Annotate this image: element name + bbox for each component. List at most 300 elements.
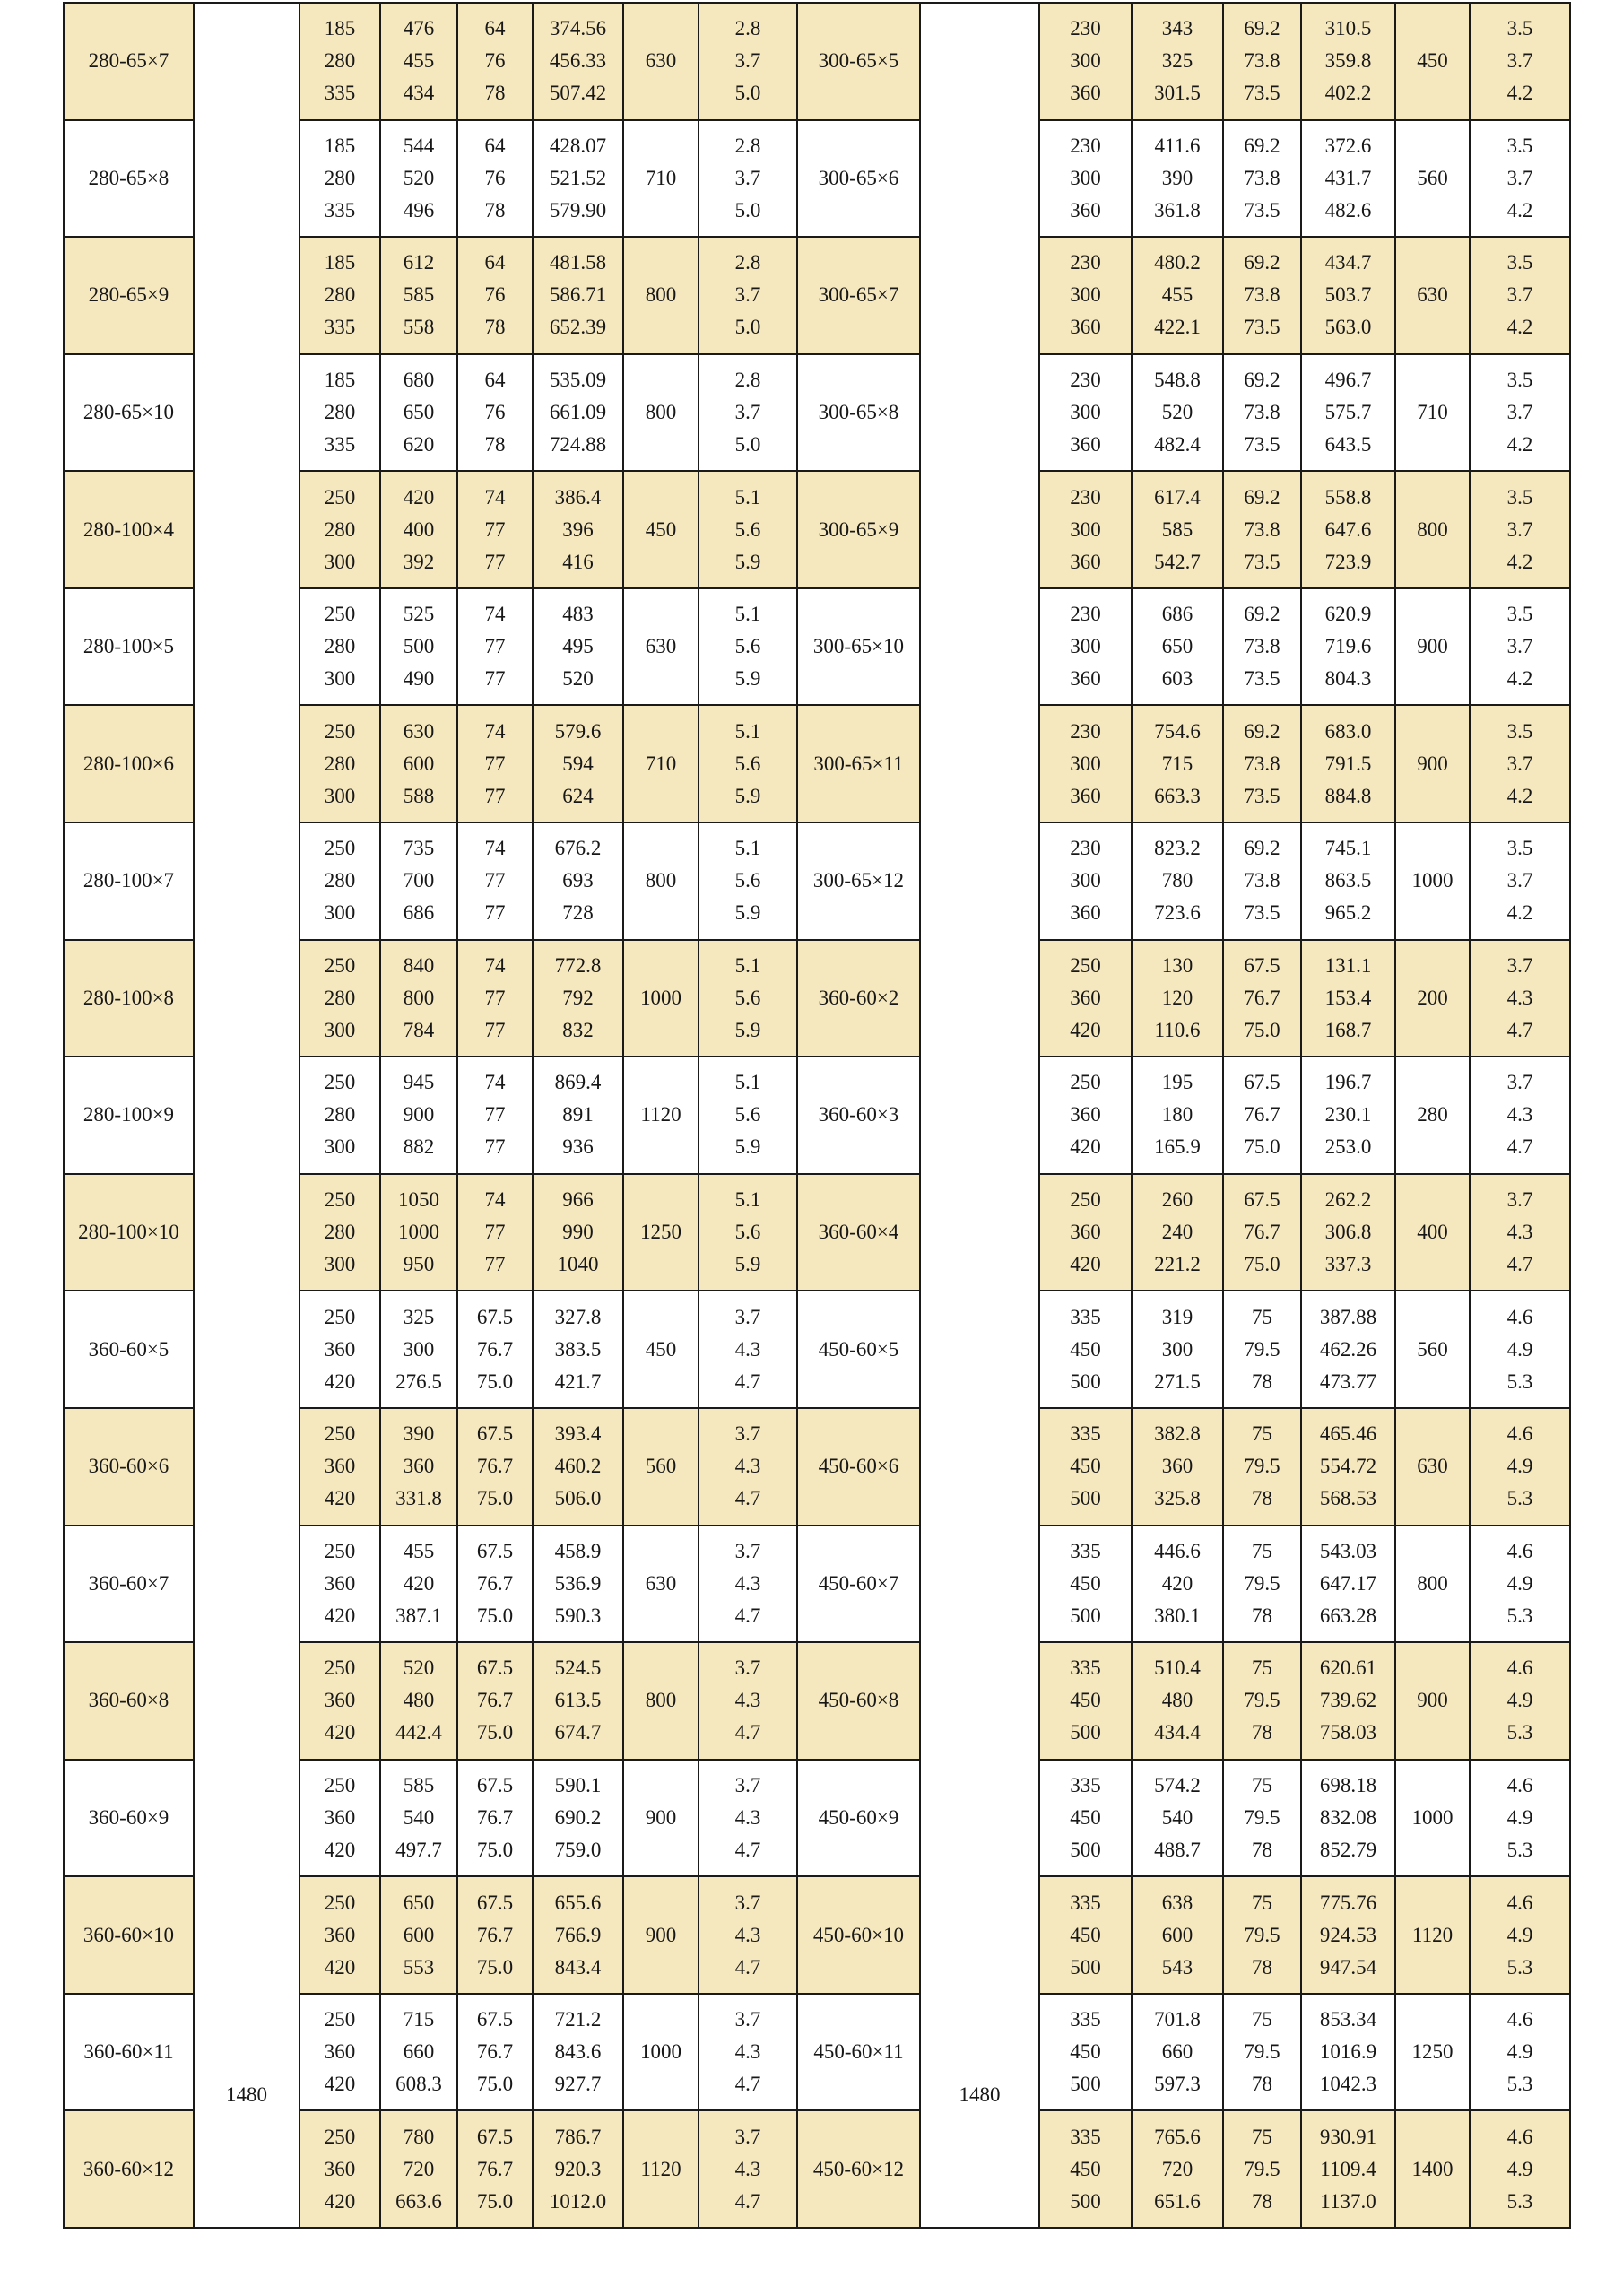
value-line: 590.3	[554, 1604, 602, 1627]
head-cell	[380, 471, 457, 588]
value-line: 77	[484, 1103, 506, 1126]
value-line: 590.1	[554, 1773, 602, 1796]
value-line: 450	[1070, 1455, 1101, 1478]
value-line: 450	[1070, 2040, 1101, 2064]
value-line: 450	[1070, 2157, 1101, 2180]
model-cell: 280-65×8	[64, 120, 194, 238]
value-line: 5.3	[1506, 2073, 1533, 2096]
motor-power-cell: 1000	[623, 940, 699, 1057]
value-line: 720	[403, 2157, 435, 2180]
value-line: 77	[484, 1221, 506, 1244]
value-line: 608.3	[395, 2073, 442, 2096]
value-line: 420	[1161, 1571, 1193, 1595]
pump-spec-table	[63, 2, 1571, 2229]
value-line: 990	[562, 1221, 594, 1244]
head-cell	[1132, 1057, 1223, 1174]
power-cell	[1301, 588, 1395, 706]
head-cell	[1132, 3, 1223, 120]
value-line: 4.7	[1506, 1135, 1533, 1159]
value-line: 335	[324, 433, 356, 457]
value-line: 67.5	[476, 1891, 514, 1914]
value-line: 343	[1161, 17, 1193, 40]
value-line: 325	[1161, 49, 1193, 73]
head-cell	[1132, 1291, 1223, 1408]
model-cell: 300-65×7	[797, 237, 920, 354]
model-cell: 280-65×10	[64, 354, 194, 472]
efficiency-cell	[457, 1642, 533, 1760]
value-line: 3.5	[1506, 17, 1533, 40]
value-line: 786.7	[554, 2125, 602, 2148]
value-line: 543.03	[1319, 1539, 1377, 1562]
value-line: 79.5	[1244, 1689, 1280, 1712]
value-line: 434	[403, 82, 435, 105]
value-line: 420	[324, 2189, 356, 2213]
value-line: 720	[1161, 2157, 1193, 2180]
head-cell	[380, 1408, 457, 1526]
value-line: 325	[403, 1305, 435, 1328]
value-line: 78	[1252, 2073, 1272, 2096]
value-line: 75	[1252, 1305, 1272, 1328]
value-line: 660	[1161, 2040, 1193, 2064]
value-line: 4.3	[1506, 986, 1533, 1009]
speed-cell	[194, 3, 299, 2228]
efficiency-cell	[457, 822, 533, 940]
value-line: 5.6	[734, 986, 761, 1009]
value-line: 4.9	[1506, 2157, 1533, 2180]
value-line: 310.5	[1324, 17, 1372, 40]
npsh-cell	[699, 1408, 797, 1526]
npsh-cell	[699, 588, 797, 706]
flow-cell	[299, 822, 380, 940]
value-line: 250	[324, 1539, 356, 1562]
flow-cell	[1039, 1642, 1132, 1760]
value-line: 4.6	[1506, 1305, 1533, 1328]
flow-cell	[299, 120, 380, 238]
value-line: 480	[403, 1689, 435, 1712]
value-line: 382.8	[1154, 1422, 1201, 1446]
value-line: 400	[403, 517, 435, 541]
flow-cell	[1039, 940, 1132, 1057]
value-line: 500	[1070, 1370, 1101, 1393]
value-line: 335	[1070, 1305, 1101, 1328]
value-line: 74	[484, 1188, 506, 1212]
value-line: 360	[1070, 901, 1101, 925]
npsh-cell	[699, 1642, 797, 1760]
value-line: 4.3	[734, 1337, 761, 1361]
value-line: 325.8	[1154, 1487, 1201, 1510]
value-line: 5.0	[734, 433, 761, 457]
value-line: 77	[484, 1018, 506, 1041]
motor-power-cell: 1250	[1395, 1994, 1470, 2111]
value-line: 76.7	[1244, 1221, 1280, 1244]
efficiency-cell	[1223, 588, 1301, 706]
npsh-cell	[699, 3, 797, 120]
value-line: 73.5	[1244, 198, 1280, 222]
value-line: 69.2	[1244, 719, 1280, 743]
npsh-cell	[1470, 705, 1570, 822]
value-line: 280	[324, 635, 356, 658]
value-line: 331.8	[395, 1487, 442, 1510]
value-line: 5.0	[734, 316, 761, 339]
value-line: 130	[1161, 953, 1193, 977]
value-line: 3.7	[734, 2125, 761, 2148]
motor-power-cell: 900	[623, 1876, 699, 1994]
head-cell	[380, 940, 457, 1057]
value-line: 79.5	[1244, 1455, 1280, 1478]
value-line: 78	[484, 198, 506, 222]
value-line: 75.0	[476, 1955, 514, 1979]
flow-cell	[299, 1526, 380, 1643]
power-cell	[533, 3, 623, 120]
power-cell	[533, 1642, 623, 1760]
model-cell: 300-65×9	[797, 471, 920, 588]
value-line: 965.2	[1324, 901, 1372, 925]
flow-cell	[1039, 1408, 1132, 1526]
value-line: 74	[484, 837, 506, 860]
value-line: 832.08	[1319, 1805, 1377, 1829]
value-line: 76.7	[476, 1805, 514, 1829]
model-cell: 450-60×7	[797, 1526, 920, 1643]
value-line: 500	[1070, 1487, 1101, 1510]
value-line: 77	[484, 986, 506, 1009]
value-line: 360	[1070, 667, 1101, 691]
value-line: 67.5	[476, 1773, 514, 1796]
model-cell: 280-100×7	[64, 822, 194, 940]
model-cell: 360-60×7	[64, 1526, 194, 1643]
value-line: 496	[403, 198, 435, 222]
motor-power-cell: 710	[623, 120, 699, 238]
value-line: 613.5	[554, 1689, 602, 1712]
value-line: 77	[484, 1135, 506, 1159]
value-line: 421.7	[554, 1370, 602, 1393]
value-line: 300	[1070, 635, 1101, 658]
value-line: 5.1	[734, 719, 761, 743]
value-line: 804.3	[1324, 667, 1372, 691]
spec-table-body	[64, 3, 1570, 2228]
value-line: 660	[403, 2040, 435, 2064]
value-line: 73.8	[1244, 752, 1280, 775]
value-line: 280	[324, 986, 356, 1009]
value-line: 153.4	[1324, 986, 1372, 1009]
motor-power-cell: 900	[1395, 588, 1470, 706]
value-line: 73.5	[1244, 433, 1280, 457]
head-cell	[380, 2110, 457, 2228]
value-line: 221.2	[1154, 1253, 1201, 1276]
power-cell	[1301, 822, 1395, 940]
value-line: 335	[1070, 2125, 1101, 2148]
model-cell: 280-100×10	[64, 1174, 194, 1292]
value-line: 4.7	[1506, 1018, 1533, 1041]
value-line: 674.7	[554, 1721, 602, 1744]
value-line: 5.3	[1506, 1838, 1533, 1861]
value-line: 869.4	[554, 1071, 602, 1094]
npsh-cell	[699, 1994, 797, 2111]
value-line: 612	[403, 251, 435, 274]
head-cell	[380, 237, 457, 354]
efficiency-cell	[1223, 237, 1301, 354]
value-line: 4.7	[734, 1370, 761, 1393]
value-line: 620.9	[1324, 603, 1372, 626]
head-cell	[1132, 1174, 1223, 1292]
value-line: 230	[1070, 251, 1101, 274]
motor-power-cell: 630	[623, 3, 699, 120]
value-line: 481.58	[549, 251, 607, 274]
flow-cell	[1039, 120, 1132, 238]
value-line: 386.4	[554, 485, 602, 509]
value-line: 456.33	[549, 49, 607, 73]
value-line: 335	[1070, 1657, 1101, 1680]
value-line: 558	[403, 316, 435, 339]
motor-power-cell: 630	[623, 588, 699, 706]
value-line: 4.2	[1506, 667, 1533, 691]
value-line: 185	[324, 134, 356, 157]
value-line: 380.1	[1154, 1604, 1201, 1627]
power-cell	[1301, 1876, 1395, 1994]
value-line: 372.6	[1324, 134, 1372, 157]
value-line: 79.5	[1244, 1337, 1280, 1361]
value-line: 250	[324, 485, 356, 509]
value-line: 643.5	[1324, 433, 1372, 457]
value-line: 792	[562, 986, 594, 1009]
motor-power-cell: 900	[623, 1760, 699, 1877]
value-line: 554.72	[1319, 1455, 1377, 1478]
value-line: 721.2	[554, 2008, 602, 2031]
value-line: 69.2	[1244, 837, 1280, 860]
efficiency-cell	[1223, 1526, 1301, 1643]
power-cell	[1301, 1408, 1395, 1526]
model-cell: 360-60×6	[64, 1408, 194, 1526]
value-line: 4.2	[1506, 550, 1533, 573]
value-line: 947.54	[1319, 1955, 1377, 1979]
value-line: 420	[324, 1721, 356, 1744]
value-line: 250	[1070, 1188, 1101, 1212]
value-line: 650	[403, 1891, 435, 1914]
head-cell	[380, 822, 457, 940]
value-line: 2.8	[734, 17, 761, 40]
value-line: 165.9	[1154, 1135, 1201, 1159]
value-line: 360	[1070, 198, 1101, 222]
value-line: 422.1	[1154, 316, 1201, 339]
motor-power-cell: 630	[1395, 237, 1470, 354]
value-line: 927.7	[554, 2073, 602, 2096]
npsh-cell	[699, 705, 797, 822]
value-line: 575.7	[1324, 401, 1372, 424]
value-line: 3.5	[1506, 369, 1533, 392]
value-line: 3.7	[1506, 635, 1533, 658]
value-line: 450	[1070, 1805, 1101, 1829]
value-line: 651.6	[1154, 2189, 1201, 2213]
efficiency-cell	[1223, 1642, 1301, 1760]
value-line: 1050	[398, 1188, 439, 1212]
value-line: 630	[403, 719, 435, 743]
value-line: 402.2	[1324, 82, 1372, 105]
flow-cell	[1039, 2110, 1132, 2228]
power-cell	[533, 705, 623, 822]
value-line: 301.5	[1154, 82, 1201, 105]
value-line: 434.4	[1154, 1721, 1201, 1744]
flow-cell	[299, 237, 380, 354]
value-line: 3.7	[734, 1773, 761, 1796]
value-line: 540	[403, 1805, 435, 1829]
value-line: 75.0	[476, 1370, 514, 1393]
head-cell	[1132, 940, 1223, 1057]
value-line: 335	[1070, 1422, 1101, 1446]
power-cell	[533, 471, 623, 588]
value-line: 300	[403, 1337, 435, 1361]
value-line: 853.34	[1319, 2008, 1377, 2031]
value-line: 450	[1070, 1571, 1101, 1595]
flow-cell	[299, 2110, 380, 2228]
value-line: 1040	[557, 1253, 599, 1276]
value-line: 520	[1161, 401, 1193, 424]
value-line: 4.7	[734, 1838, 761, 1861]
value-line: 4.3	[734, 2157, 761, 2180]
efficiency-cell	[457, 705, 533, 822]
value-line: 460.2	[554, 1455, 602, 1478]
npsh-cell	[1470, 1642, 1570, 1760]
value-line: 76.7	[476, 2157, 514, 2180]
value-line: 250	[1070, 953, 1101, 977]
value-line: 75	[1252, 1422, 1272, 1446]
value-line: 78	[484, 316, 506, 339]
value-line: 585	[403, 283, 435, 307]
value-line: 843.4	[554, 1955, 602, 1979]
power-cell	[533, 1057, 623, 1174]
value-line: 5.9	[734, 784, 761, 807]
value-line: 715	[1161, 752, 1193, 775]
power-cell	[1301, 1642, 1395, 1760]
power-cell	[1301, 1291, 1395, 1408]
value-line: 79.5	[1244, 1805, 1280, 1829]
value-line: 930.91	[1319, 2125, 1377, 2148]
value-line: 250	[324, 719, 356, 743]
value-line: 482.4	[1154, 433, 1201, 457]
value-line: 67.5	[1244, 1188, 1280, 1212]
value-line: 754.6	[1154, 719, 1201, 743]
value-line: 73.5	[1244, 316, 1280, 339]
model-cell: 360-60×2	[797, 940, 920, 1057]
value-line: 455	[403, 1539, 435, 1562]
value-line: 5.0	[734, 198, 761, 222]
value-line: 75	[1252, 1773, 1272, 1796]
value-line: 455	[403, 49, 435, 73]
value-line: 250	[324, 2008, 356, 2031]
head-cell	[1132, 705, 1223, 822]
value-line: 495	[562, 635, 594, 658]
power-cell	[533, 1994, 623, 2111]
value-line: 360	[324, 1923, 356, 1946]
value-line: 458.9	[554, 1539, 602, 1562]
value-line: 600	[403, 1923, 435, 1946]
value-line: 360	[324, 2040, 356, 2064]
motor-power-cell: 710	[623, 705, 699, 822]
value-line: 503.7	[1324, 283, 1372, 307]
value-line: 3.7	[1506, 517, 1533, 541]
value-line: 490	[403, 667, 435, 691]
value-line: 280	[324, 1221, 356, 1244]
power-cell	[533, 1876, 623, 1994]
motor-power-cell: 1120	[623, 1057, 699, 1174]
value-line: 3.5	[1506, 485, 1533, 509]
flow-cell	[299, 1291, 380, 1408]
model-cell: 300-65×12	[797, 822, 920, 940]
speed-value: 1480	[959, 2083, 1001, 2106]
value-line: 230.1	[1324, 1103, 1372, 1126]
value-line: 69.2	[1244, 134, 1280, 157]
value-line: 420	[324, 2073, 356, 2096]
efficiency-cell	[1223, 1291, 1301, 1408]
value-line: 891	[562, 1103, 594, 1126]
value-line: 73.8	[1244, 401, 1280, 424]
value-line: 723.9	[1324, 550, 1372, 573]
head-cell	[380, 1174, 457, 1292]
value-line: 4.2	[1506, 198, 1533, 222]
value-line: 335	[324, 316, 356, 339]
head-cell	[380, 1057, 457, 1174]
value-line: 390	[1161, 166, 1193, 189]
power-cell	[533, 1408, 623, 1526]
power-cell	[1301, 2110, 1395, 2228]
value-line: 196.7	[1324, 1071, 1372, 1094]
value-line: 900	[403, 1103, 435, 1126]
value-line: 280	[324, 517, 356, 541]
flow-cell	[1039, 705, 1132, 822]
motor-power-cell: 1000	[1395, 822, 1470, 940]
model-cell: 360-60×10	[64, 1876, 194, 1994]
value-line: 5.3	[1506, 2189, 1533, 2213]
value-line: 195	[1161, 1071, 1193, 1094]
head-cell	[380, 1760, 457, 1877]
power-cell	[533, 120, 623, 238]
npsh-cell	[1470, 1876, 1570, 1994]
head-cell	[380, 1291, 457, 1408]
value-line: 280	[324, 752, 356, 775]
value-line: 5.6	[734, 1103, 761, 1126]
value-line: 585	[1161, 517, 1193, 541]
value-line: 77	[484, 869, 506, 892]
value-line: 77	[484, 550, 506, 573]
efficiency-cell	[457, 1876, 533, 1994]
npsh-cell	[1470, 1408, 1570, 1526]
value-line: 431.7	[1324, 166, 1372, 189]
npsh-cell	[699, 1876, 797, 1994]
value-line: 455	[1161, 283, 1193, 307]
value-line: 800	[403, 986, 435, 1009]
head-cell	[1132, 237, 1223, 354]
value-line: 758.03	[1319, 1721, 1377, 1744]
value-line: 335	[1070, 2008, 1101, 2031]
flow-cell	[299, 354, 380, 472]
power-cell	[1301, 1994, 1395, 2111]
value-line: 420	[1070, 1253, 1101, 1276]
efficiency-cell	[457, 1408, 533, 1526]
model-cell: 280-100×9	[64, 1057, 194, 1174]
value-line: 262.2	[1324, 1188, 1372, 1212]
model-cell: 450-60×6	[797, 1408, 920, 1526]
value-line: 360	[324, 1455, 356, 1478]
value-line: 240	[1161, 1221, 1193, 1244]
value-line: 450	[1070, 1689, 1101, 1712]
value-line: 300	[1070, 49, 1101, 73]
value-line: 335	[1070, 1891, 1101, 1914]
value-line: 480	[1161, 1689, 1193, 1712]
flow-cell	[1039, 3, 1132, 120]
model-cell: 280-65×7	[64, 3, 194, 120]
value-line: 1016.9	[1319, 2040, 1377, 2064]
power-cell	[1301, 237, 1395, 354]
value-line: 4.3	[1506, 1103, 1533, 1126]
value-line: 1012.0	[549, 2189, 607, 2213]
